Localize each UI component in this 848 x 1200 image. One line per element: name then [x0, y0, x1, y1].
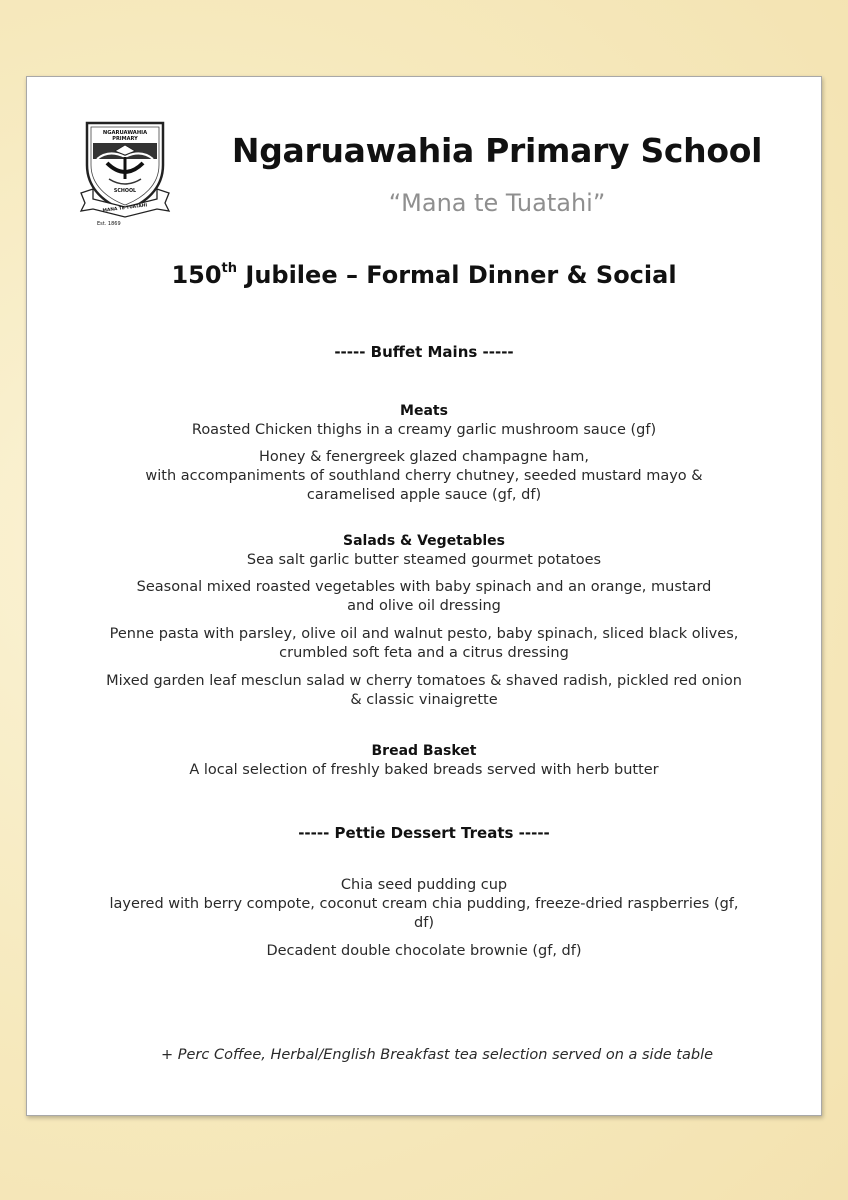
buffet-mains-heading: ----- Buffet Mains -----: [334, 343, 514, 361]
crest-established-text: Est. 1869: [97, 221, 121, 227]
menu-item-bread: A local selection of freshly baked breads served with herb butter: [189, 762, 659, 778]
closing-note: + Perc Coffee, Herbal/English Breakfast tea selection served on a side table: [161, 1047, 714, 1063]
dessert-treats-heading: ----- Pettie Dessert Treats -----: [298, 824, 550, 842]
school-motto: “Mana te Tuatahi”: [388, 189, 606, 217]
menu-item-ham-line2: with accompaniments of southland cherry chutney, seeded mustard mayo &: [145, 468, 703, 484]
crest-text-3: SCHOOL: [113, 189, 137, 194]
school-crest-logo: [79, 119, 171, 227]
menu-page: [26, 76, 822, 1116]
menu-item-potatoes: Sea salt garlic butter steamed gourmet potatoes: [246, 552, 602, 568]
crest-banner-text: MANA TE TUATAHI: [102, 203, 148, 214]
crest-text-1: NGARUAWAHIA: [102, 130, 148, 136]
crest-text-2: PRIMARY: [112, 136, 138, 142]
menu-item-chia-line1: Chia seed pudding cup: [340, 877, 508, 893]
menu-item-salad-line2: & classic vinaigrette: [350, 692, 498, 708]
menu-item-pasta-line1: Penne pasta with parsley, olive oil and walnut pesto, baby spinach, sliced black olives,: [109, 626, 739, 642]
menu-item-ham-line3: caramelised apple sauce (gf, df): [306, 487, 542, 503]
menu-item-ham-line1: Honey & fenergreek glazed champagne ham,: [259, 449, 589, 465]
event-title-text: Jubilee – Formal Dinner & Social: [237, 261, 677, 289]
menu-item-chicken: Roasted Chicken thighs in a creamy garlic mushroom sauce (gf): [191, 422, 657, 438]
menu-item-brownie: Decadent double chocolate brownie (gf, df): [266, 943, 582, 959]
school-name-title: Ngaruawahia Primary School: [231, 131, 763, 170]
menu-item-vegetables-line1: Seasonal mixed roasted vegetables with baby spinach and an orange, mustard: [136, 579, 712, 595]
menu-item-chia-line3: df): [414, 915, 434, 931]
event-title-superscript: th: [221, 261, 238, 276]
menu-content: [27, 343, 821, 961]
event-title-number: 150: [171, 261, 222, 289]
menu-item-chia-line2: layered with berry compote, coconut cream chia pudding, freeze-dried raspberries (gf,: [109, 896, 739, 912]
salads-vegetables-heading: Salads & Vegetables: [343, 533, 505, 549]
menu-item-pasta-line2: crumbled soft feta and a citrus dressing: [279, 645, 569, 661]
bread-basket-heading: Bread Basket: [371, 743, 477, 759]
event-title: [27, 261, 821, 289]
meats-heading: Meats: [400, 403, 448, 419]
menu-item-vegetables-line2: and olive oil dressing: [347, 598, 501, 614]
menu-item-salad-line1: Mixed garden leaf mesclun salad w cherry tomatoes & shaved radish, pickled red onion: [106, 673, 742, 689]
